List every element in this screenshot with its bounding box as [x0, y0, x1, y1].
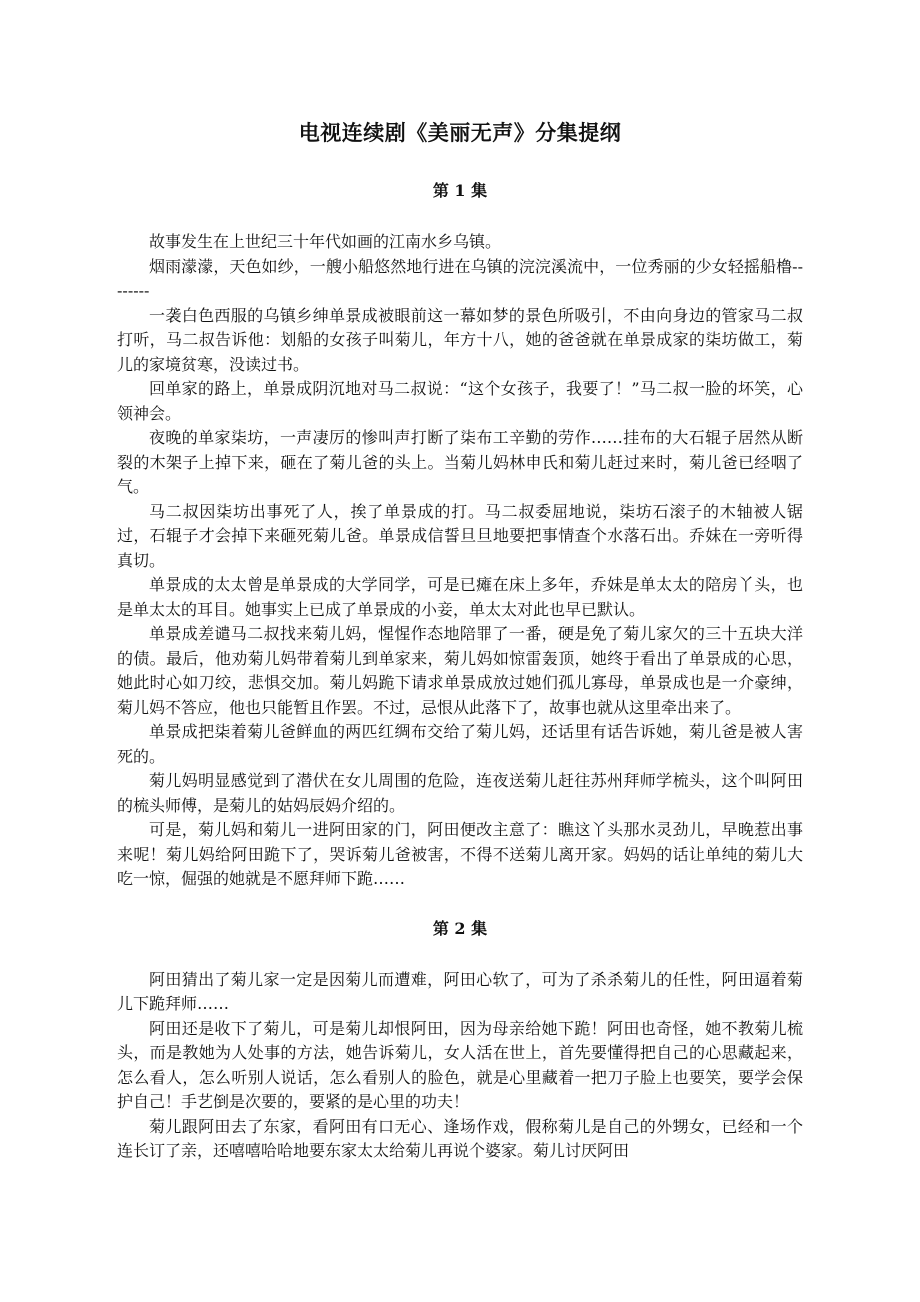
- episode-heading: 第 2 集: [432, 918, 488, 938]
- document-title: 电视连续剧《美丽无声》分集提纲: [298, 120, 622, 145]
- paragraph: 烟雨濛濛，天色如纱，一艘小船悠然地行进在乌镇的浣浣溪流中，一位秀丽的少女轻摇船橹--------: [117, 256, 803, 300]
- episode-heading: 第 1 集: [432, 181, 488, 200]
- episode-2: [117, 916, 803, 1164]
- paragraph: 故事发生在上世纪三十年代如画的江南水乡乌镇。: [149, 232, 502, 251]
- paragraph: 单景成的太太曾是单景成的大学同学，可是已瘫在床上多年，乔妹是单太太的陪房丫头，也是单太太的耳目。她事实上已成了单景成的小妾，单太太对此也早已默认。: [117, 575, 803, 619]
- paragraph: 菊儿妈明显感觉到了潜伏在女儿周围的危险，连夜送菊儿赶往苏州拜师学梳头，这个叫阿田的梳头师傅，是菊儿的姑妈辰妈介绍的。: [117, 771, 803, 815]
- document-page: [117, 118, 803, 1164]
- paragraph: 可是，菊儿妈和菊儿一进阿田家的门，阿田便改主意了：瞧这丫头那水灵劲儿，早晚惹出事来呢！菊儿妈给阿田跪下了，哭诉菊儿爸被害，不得不送菊儿离开家。妈妈的话让单纯的菊儿大吃一惊，倔强的她就是不愿拜师下跪……: [117, 820, 803, 888]
- paragraph: 一袭白色西服的乌镇乡绅单景成被眼前这一幕如梦的景色所吸引，不由向身边的管家马二叔打听，马二叔告诉他：划船的女孩子叫菊儿，年方十八，她的爸爸就在单景成家的柒坊做工，菊儿的家境贫寒，没读过书。: [117, 305, 803, 374]
- paragraph: 马二叔因柒坊出事死了人，挨了单景成的打。马二叔委屈地说，柒坊石滚子的木轴被人锯过，石辊子才会掉下来砸死菊儿爸。单景成信誓旦旦地要把事情查个水落石出。乔妹在一旁听得真切。: [117, 501, 803, 570]
- paragraph: 单景成差谴马二叔找来菊儿妈，惺惺作态地陪罪了一番，硬是免了菊儿家欠的三十五块大洋的债。最后，他劝菊儿妈带着菊儿到单家来，菊儿妈如惊雷轰顶，她终于看出了单景成的心思，她此时心如刀绞，悲惧交加。菊儿妈跪下请求单景成放过她们孤儿寡母，单景成也是一介豪绅，菊儿妈不答应，他也只能暂且作罢。不过，忌恨从此落下了，故事也就从这里牵出来了。: [117, 624, 803, 717]
- paragraph: 单景成把柒着菊儿爸鲜血的两匹红绸布交给了菊儿妈，还话里有话告诉她，菊儿爸是被人害死的。: [117, 722, 803, 766]
- paragraph: 阿田猜出了菊儿家一定是因菊儿而遭难，阿田心软了，可为了杀杀菊儿的任性，阿田逼着菊儿下跪拜师……: [117, 969, 803, 1013]
- paragraph: 菊儿跟阿田去了东家，看阿田有口无心、逢场作戏，假称菊儿是自己的外甥女，已经和一个连长订了亲，还嘻嘻哈哈地要东家太太给菊儿再说个婆家。菊儿讨厌阿田: [117, 1116, 803, 1160]
- episode-1: [117, 178, 803, 892]
- paragraph: 回单家的路上，单景成阴沉地对马二叔说：“这个女孩子，我要了！”马二叔一脸的坏笑，心领神会。: [117, 379, 803, 423]
- paragraph: 夜晚的单家柒坊，一声凄厉的惨叫声打断了柒布工辛勤的劳作……挂布的大石辊子居然从断裂的木架子上掉下来，砸在了菊儿爸的头上。当菊儿妈林申氏和菊儿赶过来时，菊儿爸已经咽了气。: [117, 428, 803, 496]
- paragraph: 阿田还是收下了菊儿，可是菊儿却恨阿田，因为母亲给她下跪！阿田也奇怪，她不教菊儿梳头，而是教她为人处事的方法，她告诉菊儿，女人活在世上，首先要懂得把自己的心思藏起来，怎么看人，怎么听别人说话，怎么看别人的脸色，就是心里藏着一把刀子脸上也要笑，要学会保护自己！手艺倒是次要的，要紧的是心里的功夫！: [117, 1018, 803, 1111]
